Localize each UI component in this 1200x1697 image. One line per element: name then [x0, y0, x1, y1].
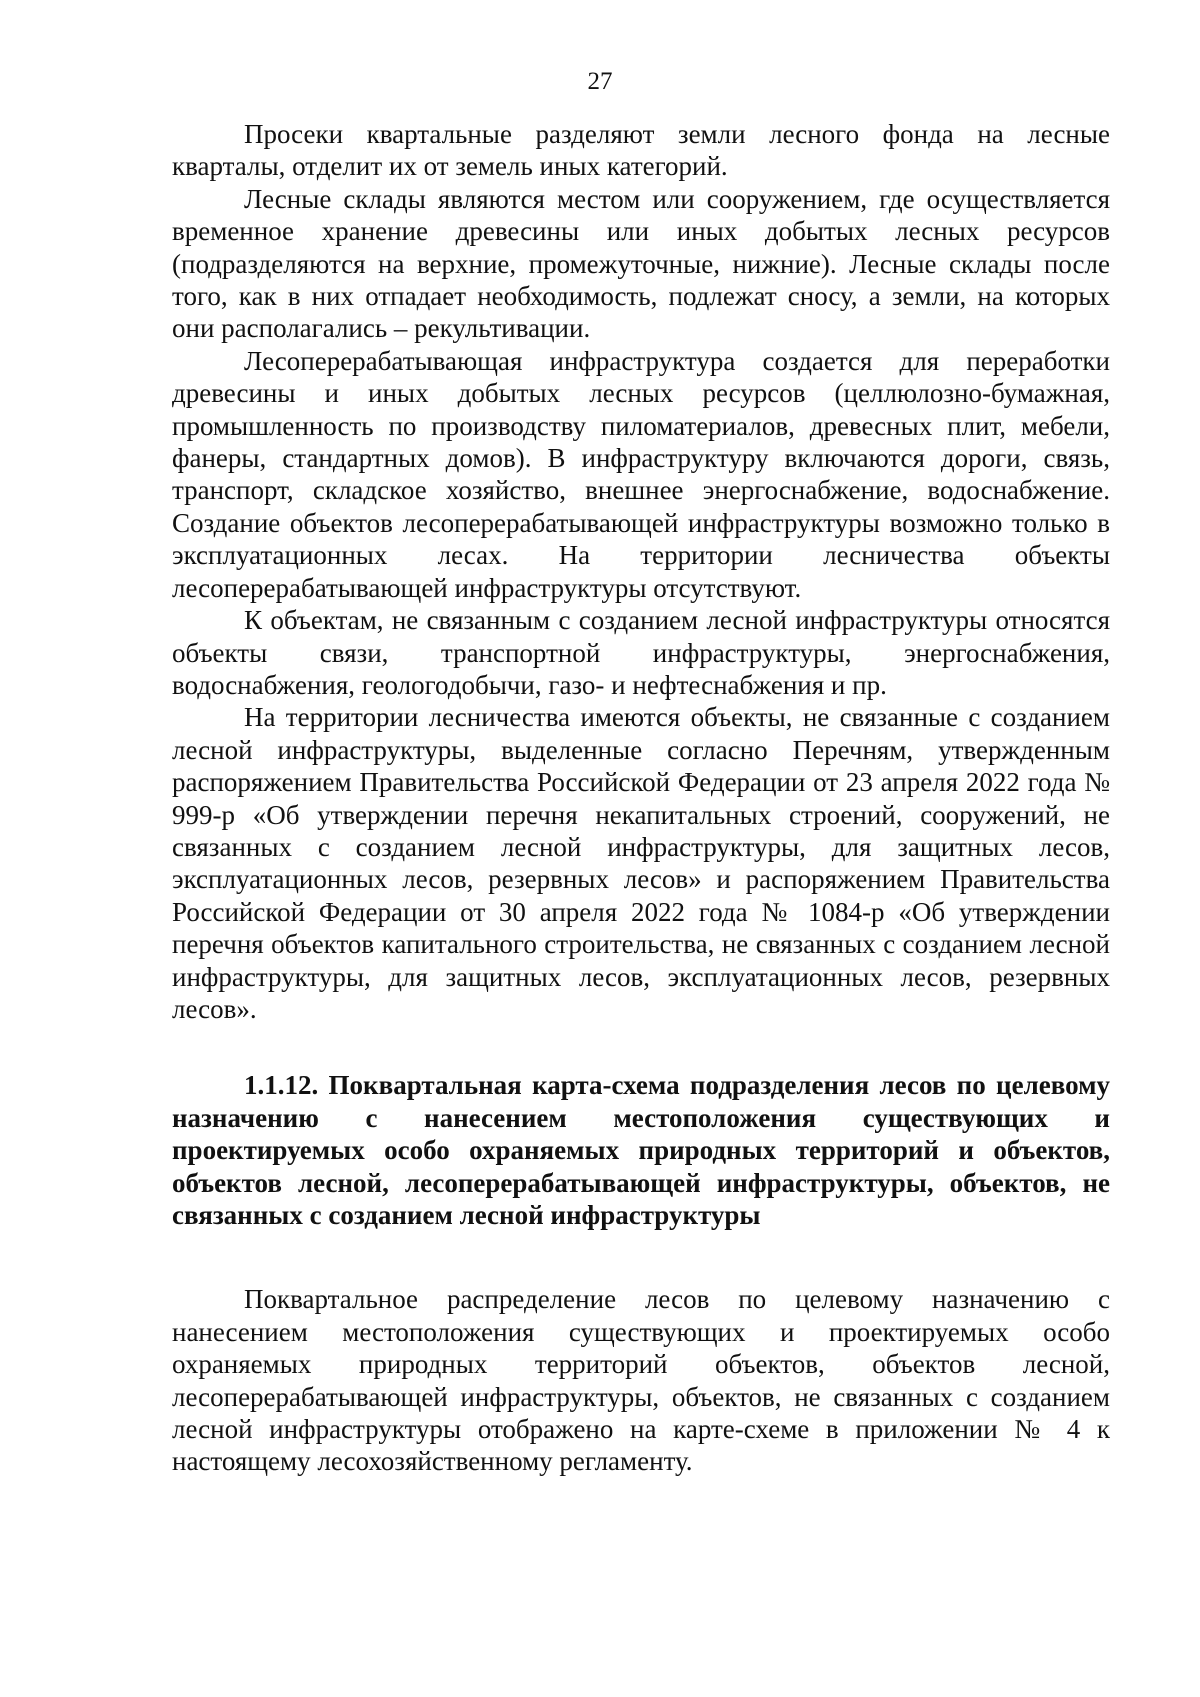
section-heading: 1.1.12. Поквартальная карта-схема подразделения лесов по целевому назначению с нанесением местоположения существующих и проектируемых особо охраняемых природных территорий и объектов, объектов лесной, лесоперерабатывающей инфраструктуры, объектов, не связанных с созданием лесной инфраструктуры	[172, 1070, 1110, 1230]
paragraph-forest-clearings: Просеки квартальные разделяют земли лесного фонда на лесные кварталы, отделит их от земель иных категорий.	[172, 119, 1110, 182]
document-body	[172, 118, 1110, 1478]
paragraph-government-orders: На территории лесничества имеются объекты, не связанные с созданием лесной инфраструктуры, выделенные согласно Перечням, утвержденным распоряжением Правительства Российской Федерации от 23 апреля 2022 года № 999-р «Об утверждении перечня некапитальных строений, сооружений, не связанных с созданием лесной инфраструктуры, для защитных лесов, эксплуатационных лесов, резервных лесов» и распоряжением Правительства Российской Федерации от 30 апреля 2022 года № 1084-р «Об утверждении перечня объектов капитального строительства, не связанных с созданием лесной инфраструктуры, для защитных лесов, эксплуатационных лесов, резервных лесов».	[172, 702, 1110, 1024]
paragraph-non-forest-objects: К объектам, не связанным с созданием лесной инфраструктуры относятся объекты связи, транспортной инфраструктуры, энергоснабжения, водоснабжения, геологодобычи, газо- и нефтеснабжения и пр.	[172, 605, 1110, 700]
paragraph-map-scheme: Поквартальное распределение лесов по целевому назначению с нанесением местоположения существующих и проектируемых особо охраняемых природных территорий объектов, объектов лесной, лесоперерабатывающей инфраструктуры, объектов, не связанных с созданием лесной инфраструктуры отображено на карте-схеме в приложении № 4 к настоящему лесохозяйственному регламенту.	[172, 1284, 1110, 1477]
paragraph-wood-processing-infrastructure: Лесоперерабатывающая инфраструктура создается для переработки древесины и иных добытых лесных ресурсов (целлюлозно-бумажная, промышленность по производству пиломатериалов, древесных плит, мебели, фанеры, стандартных домов). В инфраструктуру включаются дороги, связь, транспорт, складское хозяйство, внешнее энергоснабжение, водоснабжение. Создание объектов лесоперерабатывающей инфраструктуры возможно только в эксплуатационных лесах. На территории лесничества объекты лесоперерабатывающей инфраструктуры отсутствуют.	[172, 345, 1110, 603]
page-number: 27	[587, 68, 613, 95]
paragraph-forest-warehouses: Лесные склады являются местом или сооружением, где осуществляется временное хранение древесины или иных добытых лесных ресурсов (подразделяются на верхние, промежуточные, нижние). Лесные склады после того, как в них отпадает необходимость, подлежат сносу, а земли, на которых они располагались – рекультивации.	[172, 183, 1110, 344]
